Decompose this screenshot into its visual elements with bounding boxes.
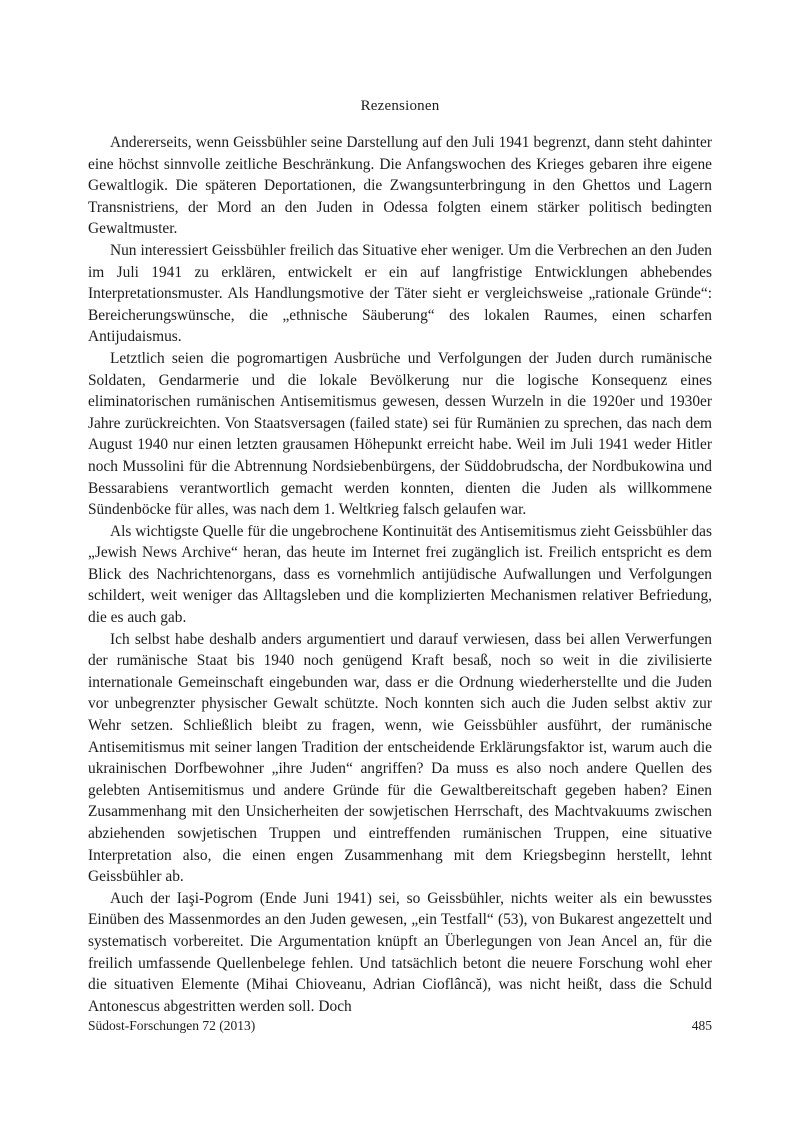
body-text: [88, 132, 712, 1017]
page-number: 485: [691, 1018, 712, 1033]
paragraph: Letztlich seien die pogromartigen Ausbrüche und Verfolgungen der Juden durch rumänische Soldaten, Gendarmerie und die lokale Bevölkerung nur die logische Konsequenz eines eliminatorischen rumänischen Antisemitismus gewesen, dessen Wurzeln in die 1920er und 1930er Jahre zurückreichten. Von Staatsversagen (failed state) sei für Rumänien zu sprechen, das nach dem August 1940 nur einen letzten grausamen Höhepunkt erreicht habe. Weil im Juli 1941 weder Hitler noch Mussolini für die Abtrennung Nordsiebenbürgens, der Süddobrudscha, der Nordbukowina und Bessarabiens verantwortlich gemacht werden konnten, dienten die Juden als willkommene Sündenböcke für alles, was nach dem 1. Weltkrieg falsch gelaufen war.: [88, 349, 712, 519]
footer-journal-citation: Südost-Forschungen 72 (2013): [88, 1018, 256, 1033]
paragraph: Als wichtigste Quelle für die ungebrochene Kontinuität des Antisemitismus zieht Geissbühler das „Jewish News Archive“ heran, das heute im Internet frei zugänglich ist. Freilich entspricht es dem Blick des Nachrichtenorgans, dass es vornehmlich antijüdische Aufwallungen und Verfolgungen schildert, weit weniger das Alltagsleben und die komplizierten Mechanismen relativer Befriedung, die es auch gab.: [88, 522, 712, 627]
paragraph: Ich selbst habe deshalb anders argumentiert und darauf verwiesen, dass bei allen Verwerfungen der rumänische Staat bis 1940 noch genügend Kraft besaß, noch so weit in die zivilisierte internationale Gemeinschaft eingebunden war, dass er die Ordnung wiederherstellte und die Juden vor unbegrenzter physischer Gewalt schützte. Noch konnten sich auch die Juden selbst aktiv zur Wehr setzen. Schließlich bleibt zu fragen, wenn, wie Geissbühler ausführt, der rumänische Antisemitismus mit seiner langen Tradition der entscheidende Erklärungsfaktor ist, warum auch die ukrainischen Dorfbewohner „ihre Juden“ angriffen? Da muss es also noch andere Quellen des gelebten Antisemitismus und andere Gründe für die Gewaltbereitschaft gegeben haben? Einen Zusammenhang mit den Unsicherheiten der sowjetischen Herrschaft, des Machtvakuums zwischen abziehenden sowjetischen Truppen und eintreffenden rumänischen Truppen, eine situative Interpretation also, die einen engen Zusammenhang mit dem Kriegsbeginn herstellt, lehnt Geissbühler ab.: [88, 630, 712, 886]
paragraph: Auch der Iaşi-Pogrom (Ende Juni 1941) sei, so Geissbühler, nichts weiter als ein bewusstes Einüben des Massenmordes an den Juden gewesen, „ein Testfall“ (53), von Bukarest angezettelt und systematisch vorbereitet. Die Argumentation knüpft an Überlegungen von Jean Ancel an, für die freilich umfassende Quellenbelege fehlen. Und tatsächlich betont die neuere Forschung wohl eher die situativen Elemente (Mihai Chioveanu, Adrian Cioflâncă), was nicht heißt, dass die Schuld Antonescus abgestritten werden soll. Doch: [88, 889, 712, 1015]
paragraph: Nun interessiert Geissbühler freilich das Situative eher weniger. Um die Verbrechen an den Juden im Juli 1941 zu erklären, entwickelt er ein auf langfristige Entwicklungen abhebendes Interpretationsmuster. Als Handlungsmotive der Täter sieht er vergleichsweise „rationale Gründe“: Bereicherungswünsche, die „ethnische Säuberung“ des lokalen Raumes, einen scharfen Antijudaismus.: [88, 241, 712, 346]
running-head: Rezensionen: [360, 98, 440, 114]
paragraph: Andererseits, wenn Geissbühler seine Darstellung auf den Juli 1941 begrenzt, dann steht dahinter eine höchst sinnvolle zeitliche Beschränkung. Die Anfangswochen des Krieges gebaren ihre eigene Gewaltlogik. Die späteren Deportationen, die Zwangsunterbringung in den Ghettos und Lagern Transnistriens, der Mord an den Juden in Odessa folgten einem stärker politisch bedingten Gewaltmuster.: [88, 134, 712, 238]
